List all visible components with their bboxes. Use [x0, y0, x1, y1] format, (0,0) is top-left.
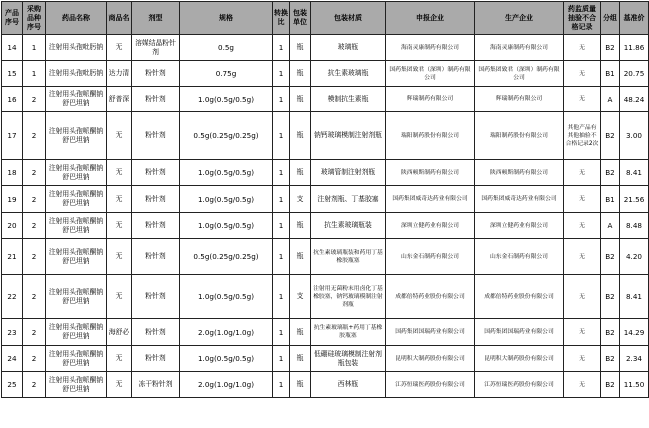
- cell-applicant: 昆明积大制药股份有限公司: [386, 346, 475, 372]
- table-row: [2, 87, 649, 112]
- cell-form: 粉针剂: [132, 186, 180, 213]
- cell-trade-name: 舒普深: [107, 87, 132, 112]
- cell-ratio: 1: [273, 160, 290, 186]
- cell-unit: 瓶: [290, 239, 311, 275]
- cell-record: 无: [564, 319, 601, 346]
- cell-trade-name: 无: [107, 275, 132, 319]
- cell-producer: 山东金石制药有限公司: [475, 239, 564, 275]
- cell-unit: 瓶: [290, 35, 311, 61]
- cell-ratio: 1: [273, 239, 290, 275]
- cell-trade-name: 无: [107, 213, 132, 239]
- table-row: [2, 319, 649, 346]
- cell-seq: 23: [2, 319, 23, 346]
- cell-applicant: 国药集团致君（深圳）制药有限公司: [386, 61, 475, 87]
- cell-spec: 0.75g: [180, 61, 273, 87]
- cell-form: 粉针剂: [132, 160, 180, 186]
- cell-material: 抗生素玻璃瓶+药用丁基橡胶瓶塞: [311, 319, 386, 346]
- cell-group: B2: [601, 160, 620, 186]
- cell-trade-name: 海舒必: [107, 319, 132, 346]
- table-row: [2, 275, 649, 319]
- cell-form: 冻干粉针剂: [132, 372, 180, 398]
- cell-material: 玻璃瓶: [311, 35, 386, 61]
- cell-record: 无: [564, 186, 601, 213]
- cell-spec: 1.0g(0.5g/0.5g): [180, 87, 273, 112]
- header-package-unit: 包装单位: [290, 2, 311, 35]
- cell-material: 抗生素玻璃瓶装: [311, 213, 386, 239]
- cell-producer: 昆明积大制药股份有限公司: [475, 346, 564, 372]
- cell-form: 溶媒结晶粉针剂: [132, 35, 180, 61]
- header-package-material: 包装材质: [311, 2, 386, 35]
- cell-record: 无: [564, 213, 601, 239]
- table-row: [2, 112, 649, 160]
- header-specification: 规格: [180, 2, 273, 35]
- cell-drug-name: 注射用头孢哌酮钠舒巴坦钠: [46, 87, 107, 112]
- table-row: [2, 213, 649, 239]
- cell-form: 粉针剂: [132, 112, 180, 160]
- cell-applicant: 国药集团威奇达药业有限公司: [386, 186, 475, 213]
- cell-drug-name: 注射用头孢哌酮钠舒巴坦钠: [46, 372, 107, 398]
- drug-price-table-wrapper: [1, 1, 649, 398]
- cell-unit: 瓶: [290, 87, 311, 112]
- cell-seq: 20: [2, 213, 23, 239]
- cell-form: 粉针剂: [132, 61, 180, 87]
- header-group: 分组: [601, 2, 620, 35]
- cell-applicant: 深圳立健药业有限公司: [386, 213, 475, 239]
- cell-applicant: 辉瑞制药有限公司: [386, 87, 475, 112]
- cell-drug-name: 注射用头孢吡肟钠: [46, 61, 107, 87]
- cell-group: B2: [601, 319, 620, 346]
- cell-producer: 辉瑞制药有限公司: [475, 87, 564, 112]
- cell-trade-name: 达力清: [107, 61, 132, 87]
- cell-drug-name: 注射用头孢哌酮钠舒巴坦钠: [46, 346, 107, 372]
- cell-spec: 1.0g(0.5g/0.5g): [180, 186, 273, 213]
- cell-group: B2: [601, 372, 620, 398]
- cell-price: 3.00: [620, 112, 649, 160]
- cell-price: 8.48: [620, 213, 649, 239]
- cell-price: 11.86: [620, 35, 649, 61]
- cell-ratio: 1: [273, 213, 290, 239]
- cell-spec: 1.0g(0.5g/0.5g): [180, 346, 273, 372]
- cell-cat: 1: [23, 61, 46, 87]
- cell-form: 粉针剂: [132, 275, 180, 319]
- cell-record: 无: [564, 160, 601, 186]
- cell-producer: 国药集团国瑞药业有限公司: [475, 319, 564, 346]
- cell-ratio: 1: [273, 186, 290, 213]
- cell-cat: 2: [23, 112, 46, 160]
- cell-cat: 2: [23, 275, 46, 319]
- cell-ratio: 1: [273, 61, 290, 87]
- cell-spec: 0.5g(0.25g/0.25g): [180, 239, 273, 275]
- cell-price: 14.29: [620, 319, 649, 346]
- cell-ratio: 1: [273, 346, 290, 372]
- cell-seq: 25: [2, 372, 23, 398]
- header-category-seq: 采购品种序号: [23, 2, 46, 35]
- cell-price: 20.75: [620, 61, 649, 87]
- cell-drug-name: 注射用头孢哌酮钠舒巴坦钠: [46, 275, 107, 319]
- cell-material: 抗生素玻璃瓶装和药用丁基橡胶瓶塞: [311, 239, 386, 275]
- cell-group: B2: [601, 112, 620, 160]
- header-product-seq: 产品序号: [2, 2, 23, 35]
- cell-group: A: [601, 213, 620, 239]
- cell-price: 4.20: [620, 239, 649, 275]
- cell-trade-name: 无: [107, 112, 132, 160]
- cell-material: 注射剂瓶、丁基胶塞: [311, 186, 386, 213]
- cell-producer: 国药集团致君（深圳）制药有限公司: [475, 61, 564, 87]
- table-body: [2, 35, 649, 398]
- cell-spec: 0.5g(0.25g/0.25g): [180, 112, 273, 160]
- cell-form: 粉针剂: [132, 213, 180, 239]
- cell-material: 西林瓶: [311, 372, 386, 398]
- cell-spec: 2.0g(1.0g/1.0g): [180, 372, 273, 398]
- cell-unit: 瓶: [290, 112, 311, 160]
- cell-group: B2: [601, 275, 620, 319]
- cell-seq: 16: [2, 87, 23, 112]
- cell-group: B2: [601, 239, 620, 275]
- table-row: [2, 61, 649, 87]
- cell-price: 2.34: [620, 346, 649, 372]
- header-inspection-record: 药监质量抽验不合格记录: [564, 2, 601, 35]
- table-row: [2, 186, 649, 213]
- cell-ratio: 1: [273, 372, 290, 398]
- cell-seq: 15: [2, 61, 23, 87]
- cell-applicant: 瑞阳制药股份有限公司: [386, 112, 475, 160]
- cell-cat: 2: [23, 239, 46, 275]
- cell-group: B2: [601, 346, 620, 372]
- cell-applicant: 江苏恒瑞医药股份有限公司: [386, 372, 475, 398]
- cell-price: 11.50: [620, 372, 649, 398]
- cell-trade-name: 无: [107, 372, 132, 398]
- cell-trade-name: 无: [107, 160, 132, 186]
- table-row: [2, 346, 649, 372]
- cell-ratio: 1: [273, 319, 290, 346]
- cell-material: 低硼硅玻璃模制注射剂瓶包装: [311, 346, 386, 372]
- cell-producer: 国药集团威奇达药业有限公司: [475, 186, 564, 213]
- cell-price: 48.24: [620, 87, 649, 112]
- cell-applicant: 国药集团国瑞药业有限公司: [386, 319, 475, 346]
- cell-group: A: [601, 87, 620, 112]
- header-producer: 生产企业: [475, 2, 564, 35]
- cell-producer: 海南灵康制药有限公司: [475, 35, 564, 61]
- cell-record: 无: [564, 346, 601, 372]
- cell-producer: 陕西顿斯制药有限公司: [475, 160, 564, 186]
- cell-material: 模制抗生素瓶: [311, 87, 386, 112]
- cell-cat: 2: [23, 87, 46, 112]
- cell-ratio: 1: [273, 275, 290, 319]
- cell-form: 粉针剂: [132, 346, 180, 372]
- table-header: [2, 2, 649, 35]
- cell-record: 无: [564, 275, 601, 319]
- table-row: [2, 35, 649, 61]
- cell-seq: 21: [2, 239, 23, 275]
- cell-record: 无: [564, 239, 601, 275]
- cell-record: 无: [564, 372, 601, 398]
- table-row: [2, 239, 649, 275]
- cell-spec: 1.0g(0.5g/0.5g): [180, 213, 273, 239]
- drug-price-table: [1, 1, 649, 398]
- cell-material: 钠钙玻璃模制注射剂瓶: [311, 112, 386, 160]
- cell-group: B2: [601, 35, 620, 61]
- cell-seq: 22: [2, 275, 23, 319]
- cell-unit: 瓶: [290, 319, 311, 346]
- cell-cat: 1: [23, 35, 46, 61]
- cell-unit: 瓶: [290, 61, 311, 87]
- cell-producer: 成都倍特药业股份有限公司: [475, 275, 564, 319]
- cell-spec: 0.5g: [180, 35, 273, 61]
- cell-drug-name: 注射用头孢哌酮钠舒巴坦钠: [46, 160, 107, 186]
- cell-cat: 2: [23, 213, 46, 239]
- cell-cat: 2: [23, 160, 46, 186]
- cell-applicant: 山东金石制药有限公司: [386, 239, 475, 275]
- cell-cat: 2: [23, 372, 46, 398]
- cell-producer: 江苏恒瑞医药股份有限公司: [475, 372, 564, 398]
- cell-form: 粉针剂: [132, 87, 180, 112]
- header-base-price: 基准价: [620, 2, 649, 35]
- cell-producer: 深圳立健药业有限公司: [475, 213, 564, 239]
- cell-drug-name: 注射用头孢哌酮钠舒巴坦钠: [46, 319, 107, 346]
- cell-material: 抗生素玻璃瓶: [311, 61, 386, 87]
- cell-ratio: 1: [273, 35, 290, 61]
- cell-applicant: 陕西顿斯制药有限公司: [386, 160, 475, 186]
- header-dosage-form: 剂型: [132, 2, 180, 35]
- cell-record: 无: [564, 35, 601, 61]
- cell-record: 无: [564, 61, 601, 87]
- cell-drug-name: 注射用头孢哌酮钠舒巴坦钠: [46, 186, 107, 213]
- cell-drug-name: 注射用头孢哌酮钠舒巴坦钠: [46, 239, 107, 275]
- cell-unit: 瓶: [290, 160, 311, 186]
- cell-trade-name: 无: [107, 186, 132, 213]
- header-row: [2, 2, 649, 35]
- cell-spec: 2.0g(1.0g/1.0g): [180, 319, 273, 346]
- cell-unit: 支: [290, 275, 311, 319]
- cell-drug-name: 注射用头孢哌酮钠舒巴坦钠: [46, 112, 107, 160]
- cell-producer: 瑞阳制药股份有限公司: [475, 112, 564, 160]
- cell-applicant: 海南灵康制药有限公司: [386, 35, 475, 61]
- cell-record: 其他产品有其他抽验不合格记录2次: [564, 112, 601, 160]
- cell-group: B1: [601, 186, 620, 213]
- cell-spec: 1.0g(0.5g/0.5g): [180, 275, 273, 319]
- cell-unit: 支: [290, 186, 311, 213]
- cell-price: 8.41: [620, 160, 649, 186]
- cell-drug-name: 注射用头孢吡肟钠: [46, 35, 107, 61]
- header-applicant: 申报企业: [386, 2, 475, 35]
- cell-form: 粉针剂: [132, 239, 180, 275]
- cell-price: 8.41: [620, 275, 649, 319]
- cell-seq: 14: [2, 35, 23, 61]
- cell-applicant: 成都倍特药业股份有限公司: [386, 275, 475, 319]
- cell-unit: 瓶: [290, 213, 311, 239]
- cell-seq: 19: [2, 186, 23, 213]
- cell-cat: 2: [23, 186, 46, 213]
- cell-price: 21.56: [620, 186, 649, 213]
- cell-ratio: 1: [273, 87, 290, 112]
- cell-seq: 17: [2, 112, 23, 160]
- header-drug-name: 药品名称: [46, 2, 107, 35]
- header-trade-name: 商品名: [107, 2, 132, 35]
- cell-trade-name: 无: [107, 346, 132, 372]
- cell-trade-name: 无: [107, 239, 132, 275]
- cell-seq: 18: [2, 160, 23, 186]
- cell-material: 注射用无菌粉末用卤化丁基橡胶塞，钠钙玻璃模制注射剂瓶: [311, 275, 386, 319]
- cell-group: B1: [601, 61, 620, 87]
- table-row: [2, 160, 649, 186]
- cell-material: 玻璃管制注射剂瓶: [311, 160, 386, 186]
- cell-cat: 2: [23, 319, 46, 346]
- cell-record: 无: [564, 87, 601, 112]
- cell-form: 粉针剂: [132, 319, 180, 346]
- cell-unit: 瓶: [290, 346, 311, 372]
- table-row: [2, 372, 649, 398]
- cell-seq: 24: [2, 346, 23, 372]
- cell-trade-name: 无: [107, 35, 132, 61]
- cell-ratio: 1: [273, 112, 290, 160]
- cell-unit: 瓶: [290, 372, 311, 398]
- cell-spec: 1.0g(0.5g/0.5g): [180, 160, 273, 186]
- header-conversion-ratio: 转换比: [273, 2, 290, 35]
- cell-cat: 2: [23, 346, 46, 372]
- cell-drug-name: 注射用头孢哌酮钠舒巴坦钠: [46, 213, 107, 239]
